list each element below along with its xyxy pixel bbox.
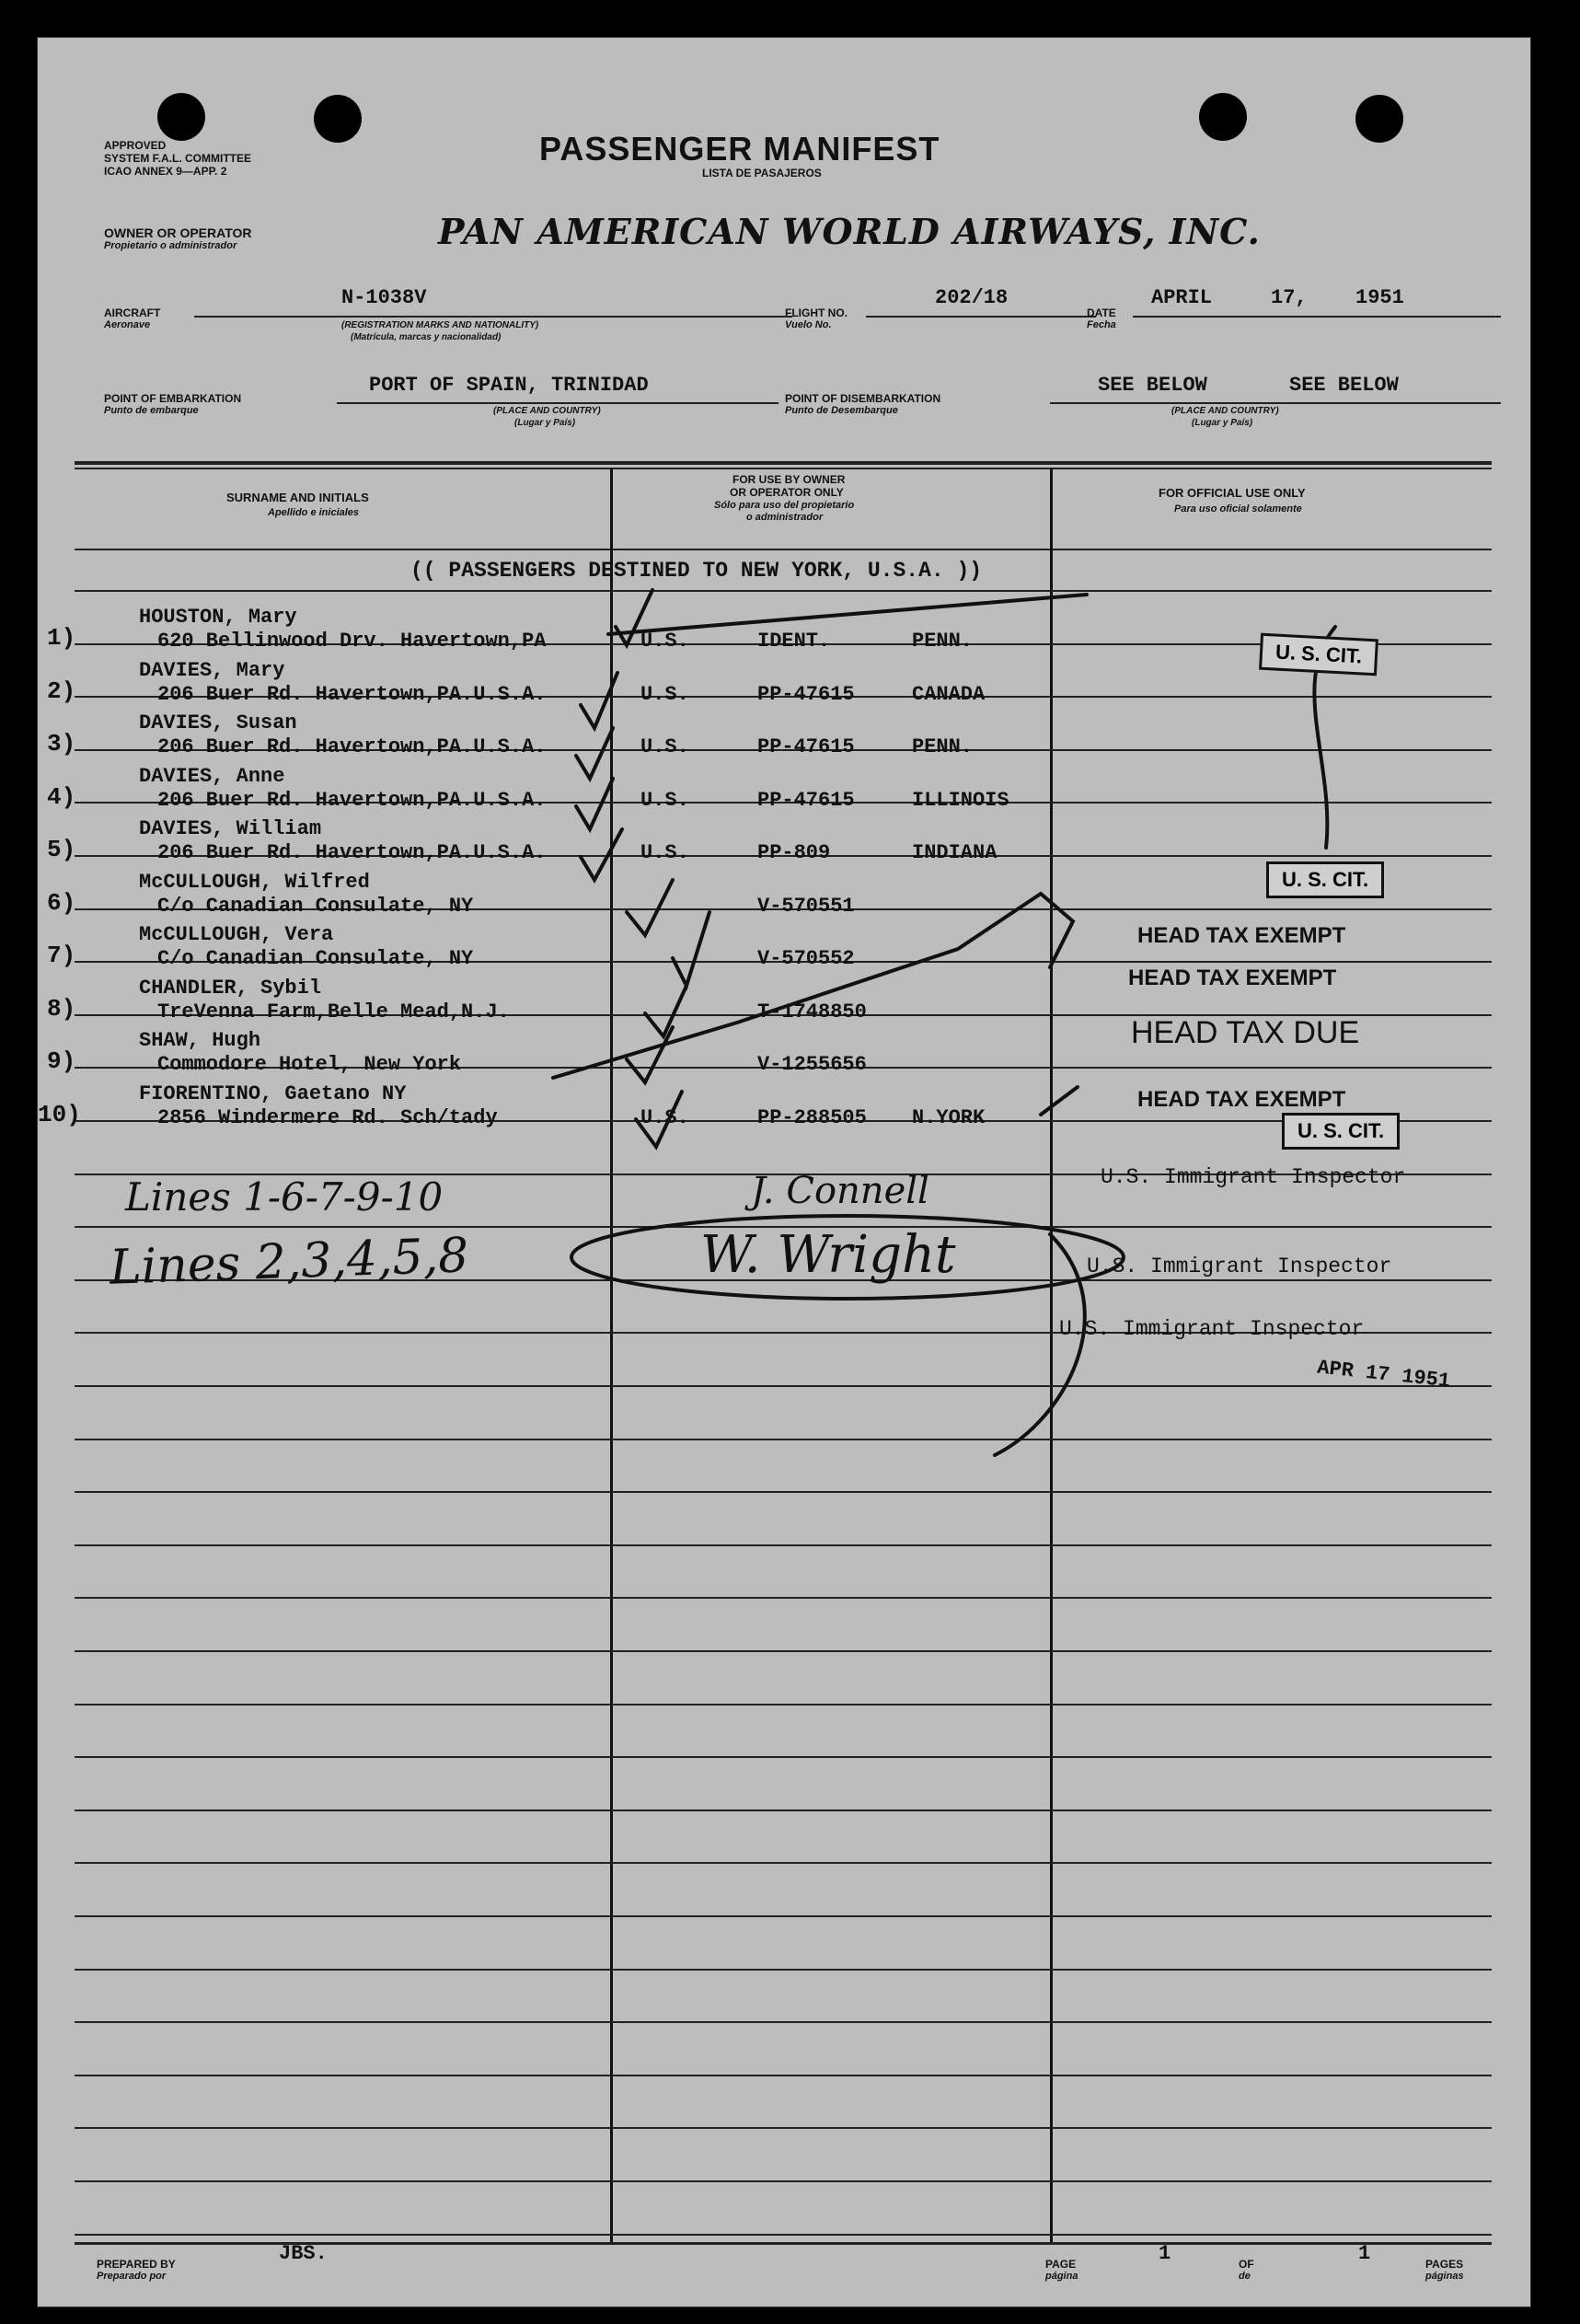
passenger-document: PP-809 <box>757 841 831 864</box>
col-surname-header: SURNAME AND INITIALS <box>226 491 369 504</box>
passenger-nationality: U.S. <box>640 683 689 706</box>
signature-2: W. Wright <box>700 1225 956 1285</box>
total-pages: 1 <box>1358 2242 1371 2265</box>
embarkation-caption: (PLACE AND COUNTRY) <box>493 406 601 416</box>
passenger-row-number: 2) <box>47 677 76 705</box>
passenger-document: V-570552 <box>757 947 855 970</box>
passenger-name: FIORENTINO, Gaetano NY <box>139 1082 407 1105</box>
passenger-state: INDIANA <box>912 841 998 864</box>
page-title-es: LISTA DE PASAJEROS <box>702 167 822 179</box>
approval-line-3: ICAO ANNEX 9—APP. 2 <box>104 165 227 178</box>
col-owner-header-es-1: Sólo para uso del propietario <box>714 500 855 511</box>
page-label: PAGE <box>1045 2258 1077 2271</box>
embarkation-label-es: Punto de embarque <box>104 405 199 416</box>
approval-line-1: APPROVED <box>104 139 167 152</box>
passenger-row-number: 1) <box>47 624 76 652</box>
passenger-state: N.YORK <box>912 1106 986 1129</box>
passenger-nationality: U.S. <box>640 841 689 864</box>
disembarkation-value-1: SEE BELOW <box>1098 374 1207 397</box>
pen-stroke <box>995 1234 1085 1455</box>
page-label-es: página <box>1045 2271 1078 2282</box>
head-tax-due-stamp: HEAD TAX DUE <box>1131 1015 1360 1050</box>
aircraft-caption: (REGISTRATION MARKS AND NATIONALITY) <box>341 320 539 330</box>
passenger-name: DAVIES, Susan <box>139 711 297 734</box>
date-label-es: Fecha <box>1087 319 1116 330</box>
passenger-nationality: U.S. <box>640 630 689 653</box>
disembarkation-value-2: SEE BELOW <box>1289 374 1399 397</box>
checkmark-icon <box>581 829 622 880</box>
pen-stroke <box>1041 1087 1078 1115</box>
immigrant-inspector-stamp: U.S. Immigrant Inspector <box>1059 1317 1365 1341</box>
disembarkation-caption-es: (Lugar y País) <box>1192 418 1253 428</box>
passenger-address: 206 Buer Rd. Havertown,PA.U.S.A. <box>157 841 547 864</box>
head-tax-exempt-stamp: HEAD TAX EXEMPT <box>1137 1087 1346 1112</box>
disembarkation-label: POINT OF DISEMBARKATION <box>785 392 941 405</box>
passenger-address: Commodore Hotel, New York <box>157 1053 462 1076</box>
passenger-state: PENN. <box>912 735 974 758</box>
checkmark-icon <box>576 779 613 829</box>
disembarkation-caption: (PLACE AND COUNTRY) <box>1171 406 1279 416</box>
pen-stroke <box>553 894 1073 1078</box>
passenger-state: PENN. <box>912 630 974 653</box>
immigrant-inspector-stamp: U.S. Immigrant Inspector <box>1087 1254 1392 1278</box>
disembarkation-label-es: Punto de Desembarque <box>785 405 898 416</box>
destination-banner: (( PASSENGERS DESTINED TO NEW YORK, U.S.A. )) <box>410 559 983 583</box>
of-label: OF <box>1239 2258 1254 2271</box>
passenger-row-number: 8) <box>47 995 76 1023</box>
passenger-name: DAVIES, Mary <box>139 659 285 682</box>
date-year: 1951 <box>1355 286 1404 309</box>
approval-line-2: SYSTEM F.A.L. COMMITTEE <box>104 152 252 165</box>
checkmark-icon <box>627 880 673 935</box>
flight-label-es: Vuelo No. <box>785 319 832 330</box>
col-official-header: FOR OFFICIAL USE ONLY <box>1159 486 1306 500</box>
passenger-address: 620 Bellinwood Drv. Havertown,PA <box>157 630 547 653</box>
col-owner-header-es-2: o administrador <box>746 512 824 523</box>
passenger-row-number: 7) <box>47 942 76 969</box>
us-cit-stamp: U. S. CIT. <box>1259 633 1378 676</box>
col-official-header-es: Para uso oficial solamente <box>1174 503 1302 515</box>
date-stamp: APR 17 1951 <box>1316 1356 1452 1393</box>
embarkation-value: PORT OF SPAIN, TRINIDAD <box>369 374 649 397</box>
passenger-address: C/o Canadian Consulate, NY <box>157 895 474 918</box>
passenger-name: McCULLOUGH, Wilfred <box>139 871 370 894</box>
passenger-row-number: 10) <box>38 1101 81 1128</box>
passenger-document: V-1255656 <box>757 1053 867 1076</box>
passenger-row-number: 3) <box>47 730 76 757</box>
passenger-document: PP-288505 <box>757 1106 867 1129</box>
passenger-address: 2856 Windermere Rd. Sch/tady <box>157 1106 498 1129</box>
passenger-document: PP-47615 <box>757 683 855 706</box>
aircraft-value: N-1038V <box>341 286 427 309</box>
passenger-address: TreVenna Farm,Belle Mead,N.J. <box>157 1000 510 1023</box>
owner-label-es: Propietario o administrador <box>104 240 237 251</box>
head-tax-exempt-stamp: HEAD TAX EXEMPT <box>1137 923 1346 948</box>
page-number: 1 <box>1159 2242 1171 2265</box>
manifest-sheet <box>37 37 1531 2307</box>
passenger-state: ILLINOIS <box>912 789 1009 812</box>
of-label-es: de <box>1239 2271 1251 2282</box>
date-month: APRIL <box>1151 286 1213 309</box>
us-cit-stamp: U. S. CIT. <box>1266 861 1384 898</box>
passenger-document: V-570551 <box>757 895 855 918</box>
date-label: DATE <box>1087 306 1116 319</box>
passenger-name: CHANDLER, Sybil <box>139 977 322 1000</box>
checkmark-icon <box>616 590 652 645</box>
passenger-address: 206 Buer Rd. Havertown,PA.U.S.A. <box>157 735 547 758</box>
col-owner-header-2: OR OPERATOR ONLY <box>730 486 844 499</box>
checkmark-icon <box>576 728 613 779</box>
passenger-document: PP-47615 <box>757 735 855 758</box>
passenger-name: HOUSTON, Mary <box>139 606 297 629</box>
passenger-address: 206 Buer Rd. Havertown,PA.U.S.A. <box>157 683 547 706</box>
passenger-row-number: 9) <box>47 1047 76 1075</box>
flight-label: FLIGHT NO. <box>785 306 848 319</box>
operator-name: PAN AMERICAN WORLD AIRWAYS, INC. <box>438 211 1261 252</box>
col-owner-header-1: FOR USE BY OWNER <box>732 473 846 486</box>
checkmark-icon <box>673 912 709 986</box>
embarkation-caption-es: (Lugar y País) <box>514 418 576 428</box>
date-day: 17, <box>1271 286 1308 309</box>
prepared-label-es: Preparado por <box>97 2271 167 2282</box>
page-title: PASSENGER MANIFEST <box>539 130 940 168</box>
pen-stroke <box>608 595 1087 634</box>
passenger-document: IDENT. <box>757 630 831 653</box>
passenger-nationality: U.S. <box>640 789 689 812</box>
passenger-state: CANADA <box>912 683 986 706</box>
checkmark-icon <box>636 1092 682 1147</box>
passenger-address: 206 Buer Rd. Havertown,PA.U.S.A. <box>157 789 547 812</box>
passenger-name: SHAW, Hugh <box>139 1029 261 1052</box>
col-surname-header-es: Apellido e iniciales <box>268 507 360 518</box>
passenger-address: C/o Canadian Consulate, NY <box>157 947 474 970</box>
pages-label-es: páginas <box>1425 2271 1464 2282</box>
head-tax-exempt-stamp: HEAD TAX EXEMPT <box>1128 965 1337 990</box>
passenger-document: PP-47615 <box>757 789 855 812</box>
handwritten-lines-1: Lines 1-6-7-9-10 <box>125 1174 444 1220</box>
passenger-nationality: U.S. <box>640 1106 689 1129</box>
owner-label: OWNER OR OPERATOR <box>104 225 252 240</box>
passenger-row-number: 5) <box>47 836 76 863</box>
passenger-row-number: 4) <box>47 783 76 811</box>
checkmark-icon <box>581 673 617 728</box>
passenger-name: DAVIES, Anne <box>139 765 285 788</box>
embarkation-label: POINT OF EMBARKATION <box>104 392 242 405</box>
flight-value: 202/18 <box>935 286 1009 309</box>
prepared-value: JBS. <box>279 2242 328 2265</box>
us-cit-stamp: U. S. CIT. <box>1282 1113 1400 1150</box>
passenger-row-number: 6) <box>47 889 76 917</box>
passenger-nationality: U.S. <box>640 735 689 758</box>
passenger-document: T-1748850 <box>757 1000 867 1023</box>
aircraft-caption-es: (Matrícula, marcas y nacionalidad) <box>351 332 502 342</box>
passenger-name: McCULLOUGH, Vera <box>139 923 334 946</box>
prepared-label: PREPARED BY <box>97 2258 176 2271</box>
handwritten-lines-2: Lines 2,3,4,5,8 <box>109 1228 470 1296</box>
checkmark-icon <box>645 986 686 1036</box>
immigrant-inspector-stamp: U.S. Immigrant Inspector <box>1101 1165 1406 1189</box>
signature-1: J. Connell <box>751 1170 929 1212</box>
aircraft-label-es: Aeronave <box>104 319 151 330</box>
aircraft-label: AIRCRAFT <box>104 306 161 319</box>
pages-label: PAGES <box>1425 2258 1464 2271</box>
passenger-name: DAVIES, William <box>139 817 322 840</box>
